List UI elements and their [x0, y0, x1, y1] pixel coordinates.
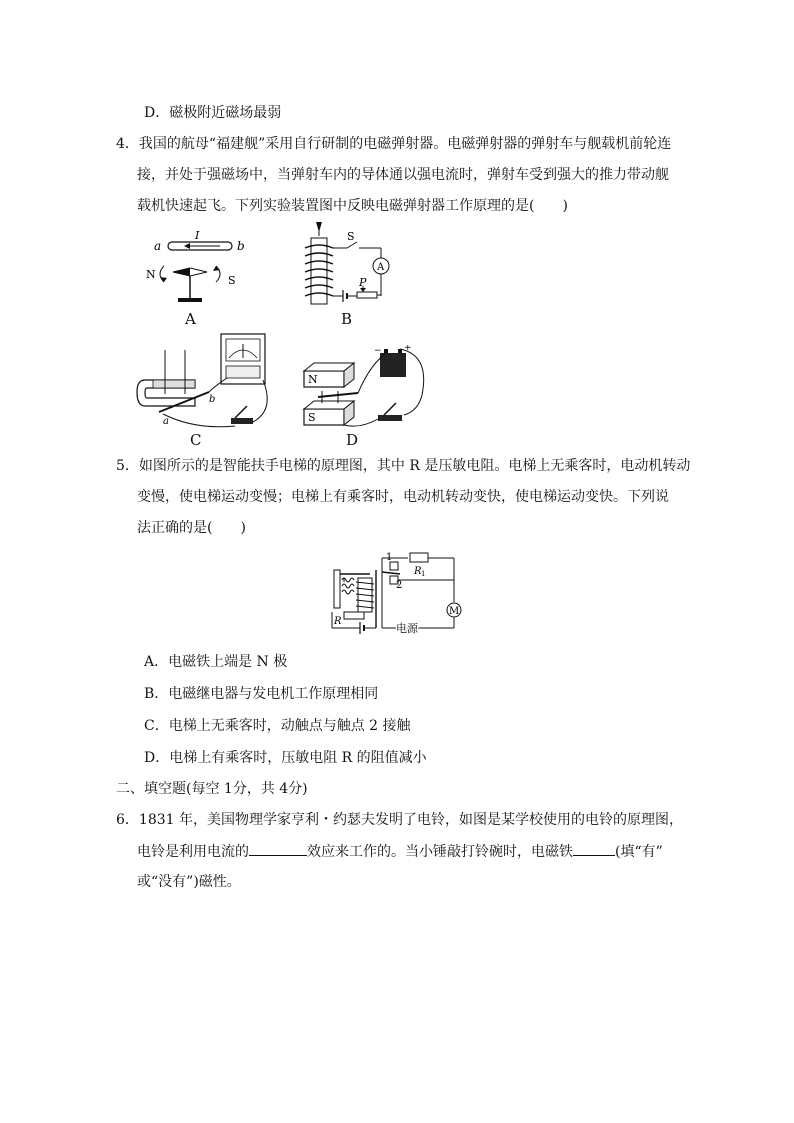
q6-line2-post: (填“有”	[615, 844, 663, 860]
q3-option-d: D．磁极附近磁场最弱	[144, 105, 282, 121]
q4-figure-c	[135, 330, 285, 430]
q4-figure-b-caption: B	[341, 310, 353, 328]
q5-stem-line3: 法正确的是( )	[137, 520, 246, 536]
q5-fig-contact2: 2	[396, 580, 403, 591]
q4-figure-a-caption: A	[185, 310, 196, 328]
q5-stem-line2: 变慢，使电梯运动变慢；电梯上有乘客时，电动机转动变快，使电梯运动变快。下列说	[137, 489, 669, 505]
q6-blank-1[interactable]	[249, 841, 307, 856]
q4-stem-line2: 接，并处于强磁场中，当弹射车内的导体通以强电流时，弹射车受到强大的推力带动舰	[137, 167, 669, 183]
q5-option-d: D．电梯上有乘客时，压敏电阻 R 的阻值减小	[144, 750, 427, 766]
q6-line2-pre: 电铃是利用电流的	[137, 844, 249, 860]
q5-option-c: C．电梯上无乘客时，动触点与触点 2 接触	[144, 718, 411, 734]
fig-a-label-i: I	[195, 229, 200, 242]
q5-fig-r1-sub: 1	[421, 570, 426, 578]
fig-d-label-s: S	[308, 411, 316, 424]
q5-fig-contact1: 1	[386, 552, 393, 563]
q4-figure-d-caption: D	[346, 431, 359, 449]
fig-a-label-s: S	[228, 274, 236, 287]
fig-a-label-b: b	[237, 239, 245, 253]
q5-option-a: A．电磁铁上端是 N 极	[144, 654, 288, 670]
q6-stem-line2	[137, 841, 663, 862]
q4-figure-c-caption: C	[190, 431, 202, 449]
fig-b-label-p: P	[359, 276, 367, 289]
fig-b-label-s: S	[347, 230, 355, 243]
q4-figure-b	[285, 218, 405, 318]
fig-b-meter-label: A	[377, 262, 385, 273]
fig-d-label-minus: −	[374, 346, 382, 356]
q6-line2-mid: 效应来工作的。当小锤敲打铃碗时，电磁铁	[307, 844, 573, 860]
fig-a-label-a: a	[154, 239, 162, 253]
q6-stem-line1: 6．1831 年，美国物理学家亨利・约瑟夫发明了电铃，如图是某学校使用的电铃的原理图，	[116, 812, 683, 828]
q4-stem-line1: 4．我国的航母“福建舰”采用自行研制的电磁弹射器。电磁弹射器的弹射车与舰载机前轮连	[116, 136, 672, 152]
fig-a-label-n: N	[146, 268, 156, 281]
fig-c-label-b: b	[209, 394, 216, 405]
q4-figure-d	[300, 345, 440, 435]
q5-fig-power: 电源	[396, 622, 418, 634]
q5-option-b: B．电磁继电器与发电机工作原理相同	[144, 686, 379, 702]
q5-fig-r1: R	[414, 566, 422, 577]
q5-fig-r: R	[334, 616, 342, 627]
q6-blank-2[interactable]	[573, 841, 615, 856]
q5-fig-motor: M	[449, 606, 460, 617]
fig-d-label-n: N	[308, 373, 318, 386]
q5-figure-circuit	[330, 548, 465, 634]
fig-c-label-a: a	[163, 416, 169, 427]
fig-d-label-plus: +	[404, 345, 412, 353]
q6-stem-line3: 或“没有”)磁性。	[137, 874, 241, 890]
q4-stem-line3: 载机快速起飞。下列实验装置图中反映电磁弹射器工作原理的是( )	[137, 198, 568, 214]
section2-title: 二、填空题(每空 1分，共 4分)	[116, 781, 308, 797]
q5-stem-line1: 5．如图所示的是智能扶手电梯的原理图，其中 R 是压敏电阻。电梯上无乘客时，电动机转动	[116, 458, 691, 474]
